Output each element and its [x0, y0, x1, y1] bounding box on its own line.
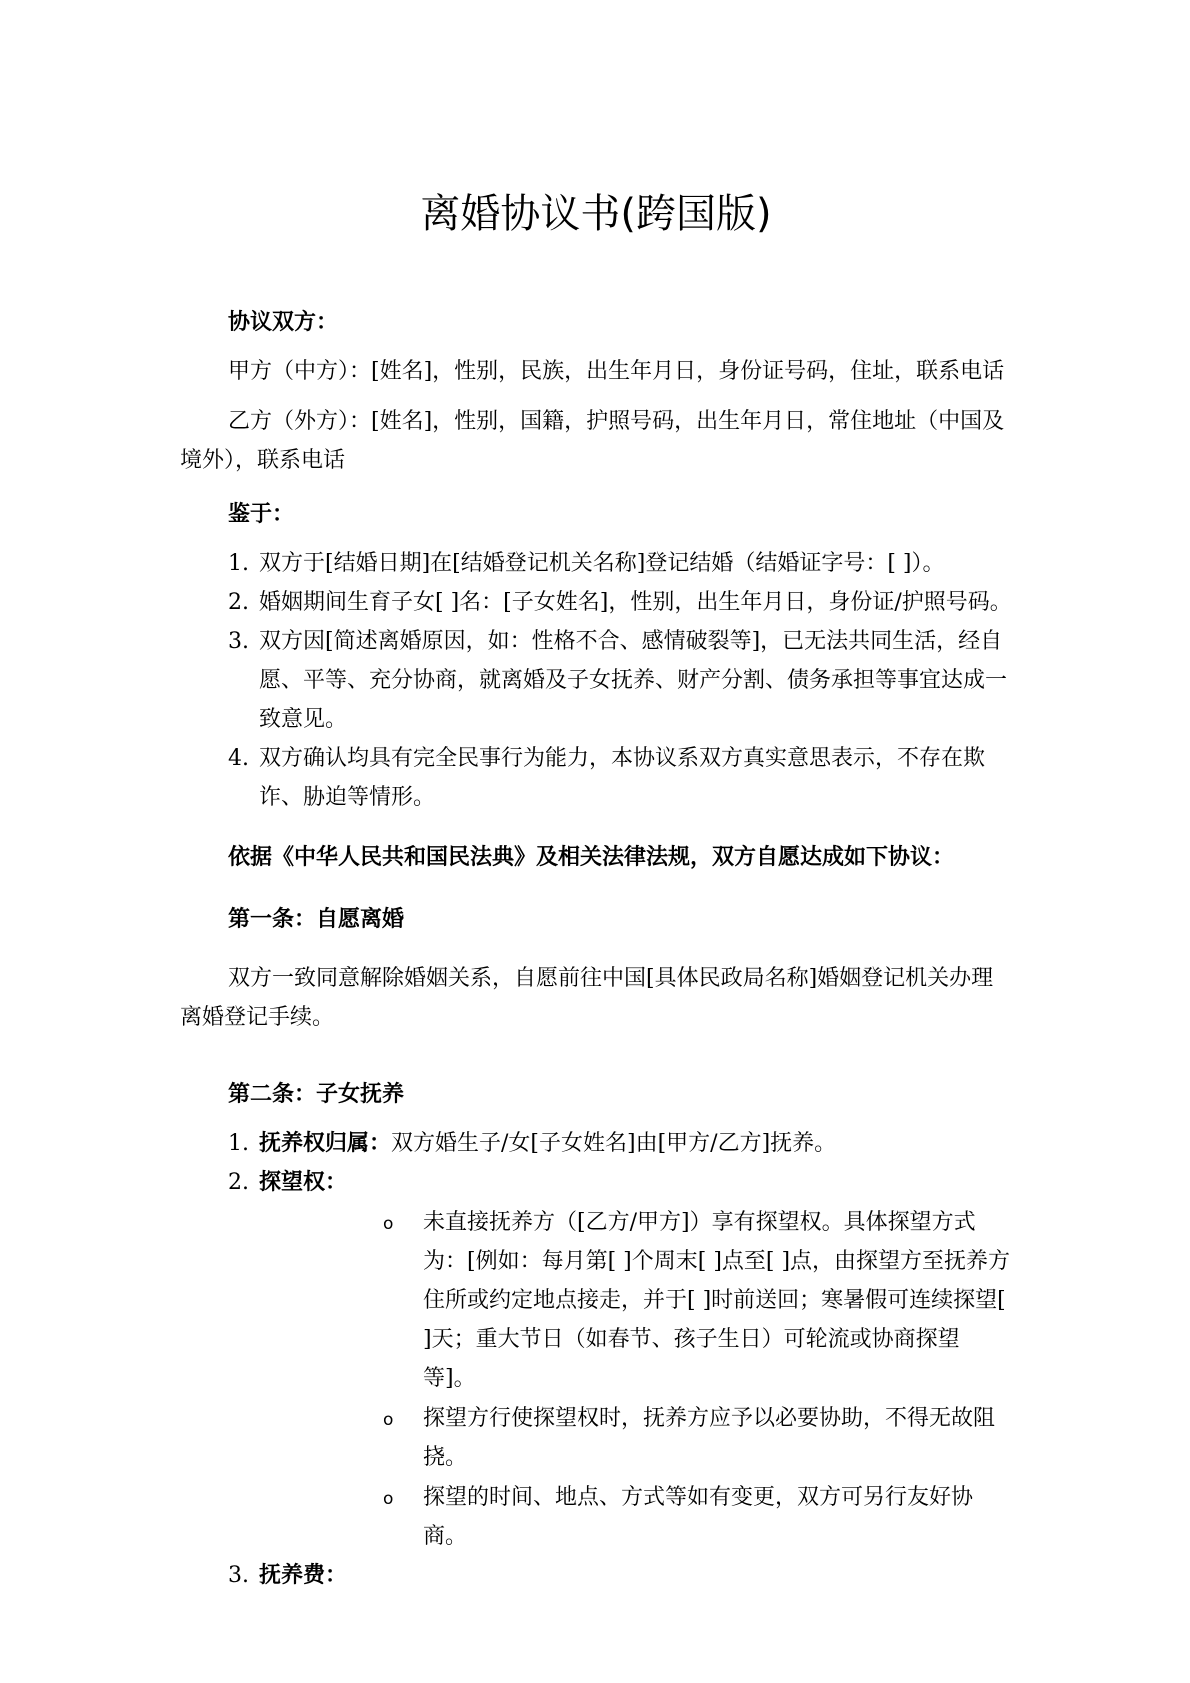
item-label: 探望权：: [259, 1169, 348, 1195]
whereas-item: [180, 583, 1012, 622]
item-label: 抚养权归属：: [259, 1130, 392, 1156]
custody-item: [180, 1124, 1012, 1163]
list-item-text: 婚姻期间生育子女[ ]名：[子女姓名]，性别，出生年月日，身份证/护照号码。: [259, 590, 1012, 615]
whereas-heading: 鉴于：: [228, 501, 295, 527]
whereas-item: [180, 544, 1012, 583]
document-title: 离婚协议书(跨国版): [420, 191, 772, 237]
list-number: 2.: [228, 1170, 249, 1195]
parties-heading: 协议双方：: [228, 309, 339, 335]
list-item-text: 双方因[简述离婚原因，如：性格不合、感情破裂等]，已无法共同生活，经自愿、平等、充分协商，就离婚及子女抚养、财产分割、债务承担等事宜达成一致意见。: [259, 629, 1008, 732]
list-number: 2.: [228, 590, 249, 615]
whereas-item: [180, 739, 1012, 817]
article-1-text: 双方一致同意解除婚姻关系，自愿前往中国[具体民政局名称]婚姻登记机关办理离婚登记手续。: [180, 966, 994, 1030]
whereas-item: [180, 622, 1012, 739]
article-1-heading: 第一条：自愿离婚: [228, 906, 405, 932]
list-number: 4.: [228, 746, 249, 771]
bullet-icon: o: [383, 1489, 394, 1509]
support-item: [180, 1556, 1012, 1595]
list-item-text: 双方确认均具有完全民事行为能力，本协议系双方真实意思表示，不存在欺诈、胁迫等情形。: [259, 746, 986, 810]
party-a-info: 甲方（中方）：[姓名]，性别，民族，出生年月日，身份证号码，住址，联系电话: [228, 359, 1005, 384]
whereas-list: [180, 544, 1012, 817]
list-number: 3.: [228, 629, 249, 654]
list-item-text: 双方于[结婚日期]在[结婚登记机关名称]登记结婚（结婚证字号：[ ]）。: [259, 551, 945, 576]
sublist-item: [259, 1399, 1012, 1477]
visitation-sublist: [259, 1203, 1012, 1556]
sublist-item-text: 探望的时间、地点、方式等如有变更，双方可另行友好协商。: [423, 1485, 974, 1549]
list-item-text: 双方婚生子/女[子女姓名]由[甲方/乙方]抚养。: [391, 1131, 837, 1156]
sublist-item: [259, 1478, 1012, 1556]
legal-basis: 依据《中华人民共和国民法典》及相关法律法规，双方自愿达成如下协议：: [228, 844, 955, 870]
item-label: 抚养费：: [259, 1562, 348, 1588]
visitation-item: [180, 1163, 1012, 1556]
sublist-item: [259, 1203, 1012, 1398]
list-number: 3.: [228, 1563, 249, 1588]
article-2-list: [180, 1124, 1012, 1595]
bullet-icon: o: [383, 1410, 394, 1430]
list-number: 1.: [228, 1131, 249, 1156]
list-number: 1.: [228, 551, 249, 576]
sublist-item-text: 未直接抚养方（[乙方/甲方]）享有探望权。具体探望方式为：[例如：每月第[ ]个周末[ ]点至[ ]点，由探望方至抚养方住所或约定地点接走，并于[ ]时前送回；寒暑假可连续探望[ ]天；重大节日（如春节、孩子生日）可轮流或协商探望等]。: [423, 1210, 1011, 1391]
sublist-item-text: 探望方行使探望权时，抚养方应予以必要协助，不得无故阻挠。: [423, 1406, 996, 1470]
bullet-icon: o: [383, 1214, 394, 1234]
article-2-heading: 第二条：子女抚养: [228, 1081, 405, 1107]
party-b-info: 乙方（外方）：[姓名]，性别，国籍，护照号码，出生年月日，常住地址（中国及境外），联系电话: [180, 409, 1005, 473]
